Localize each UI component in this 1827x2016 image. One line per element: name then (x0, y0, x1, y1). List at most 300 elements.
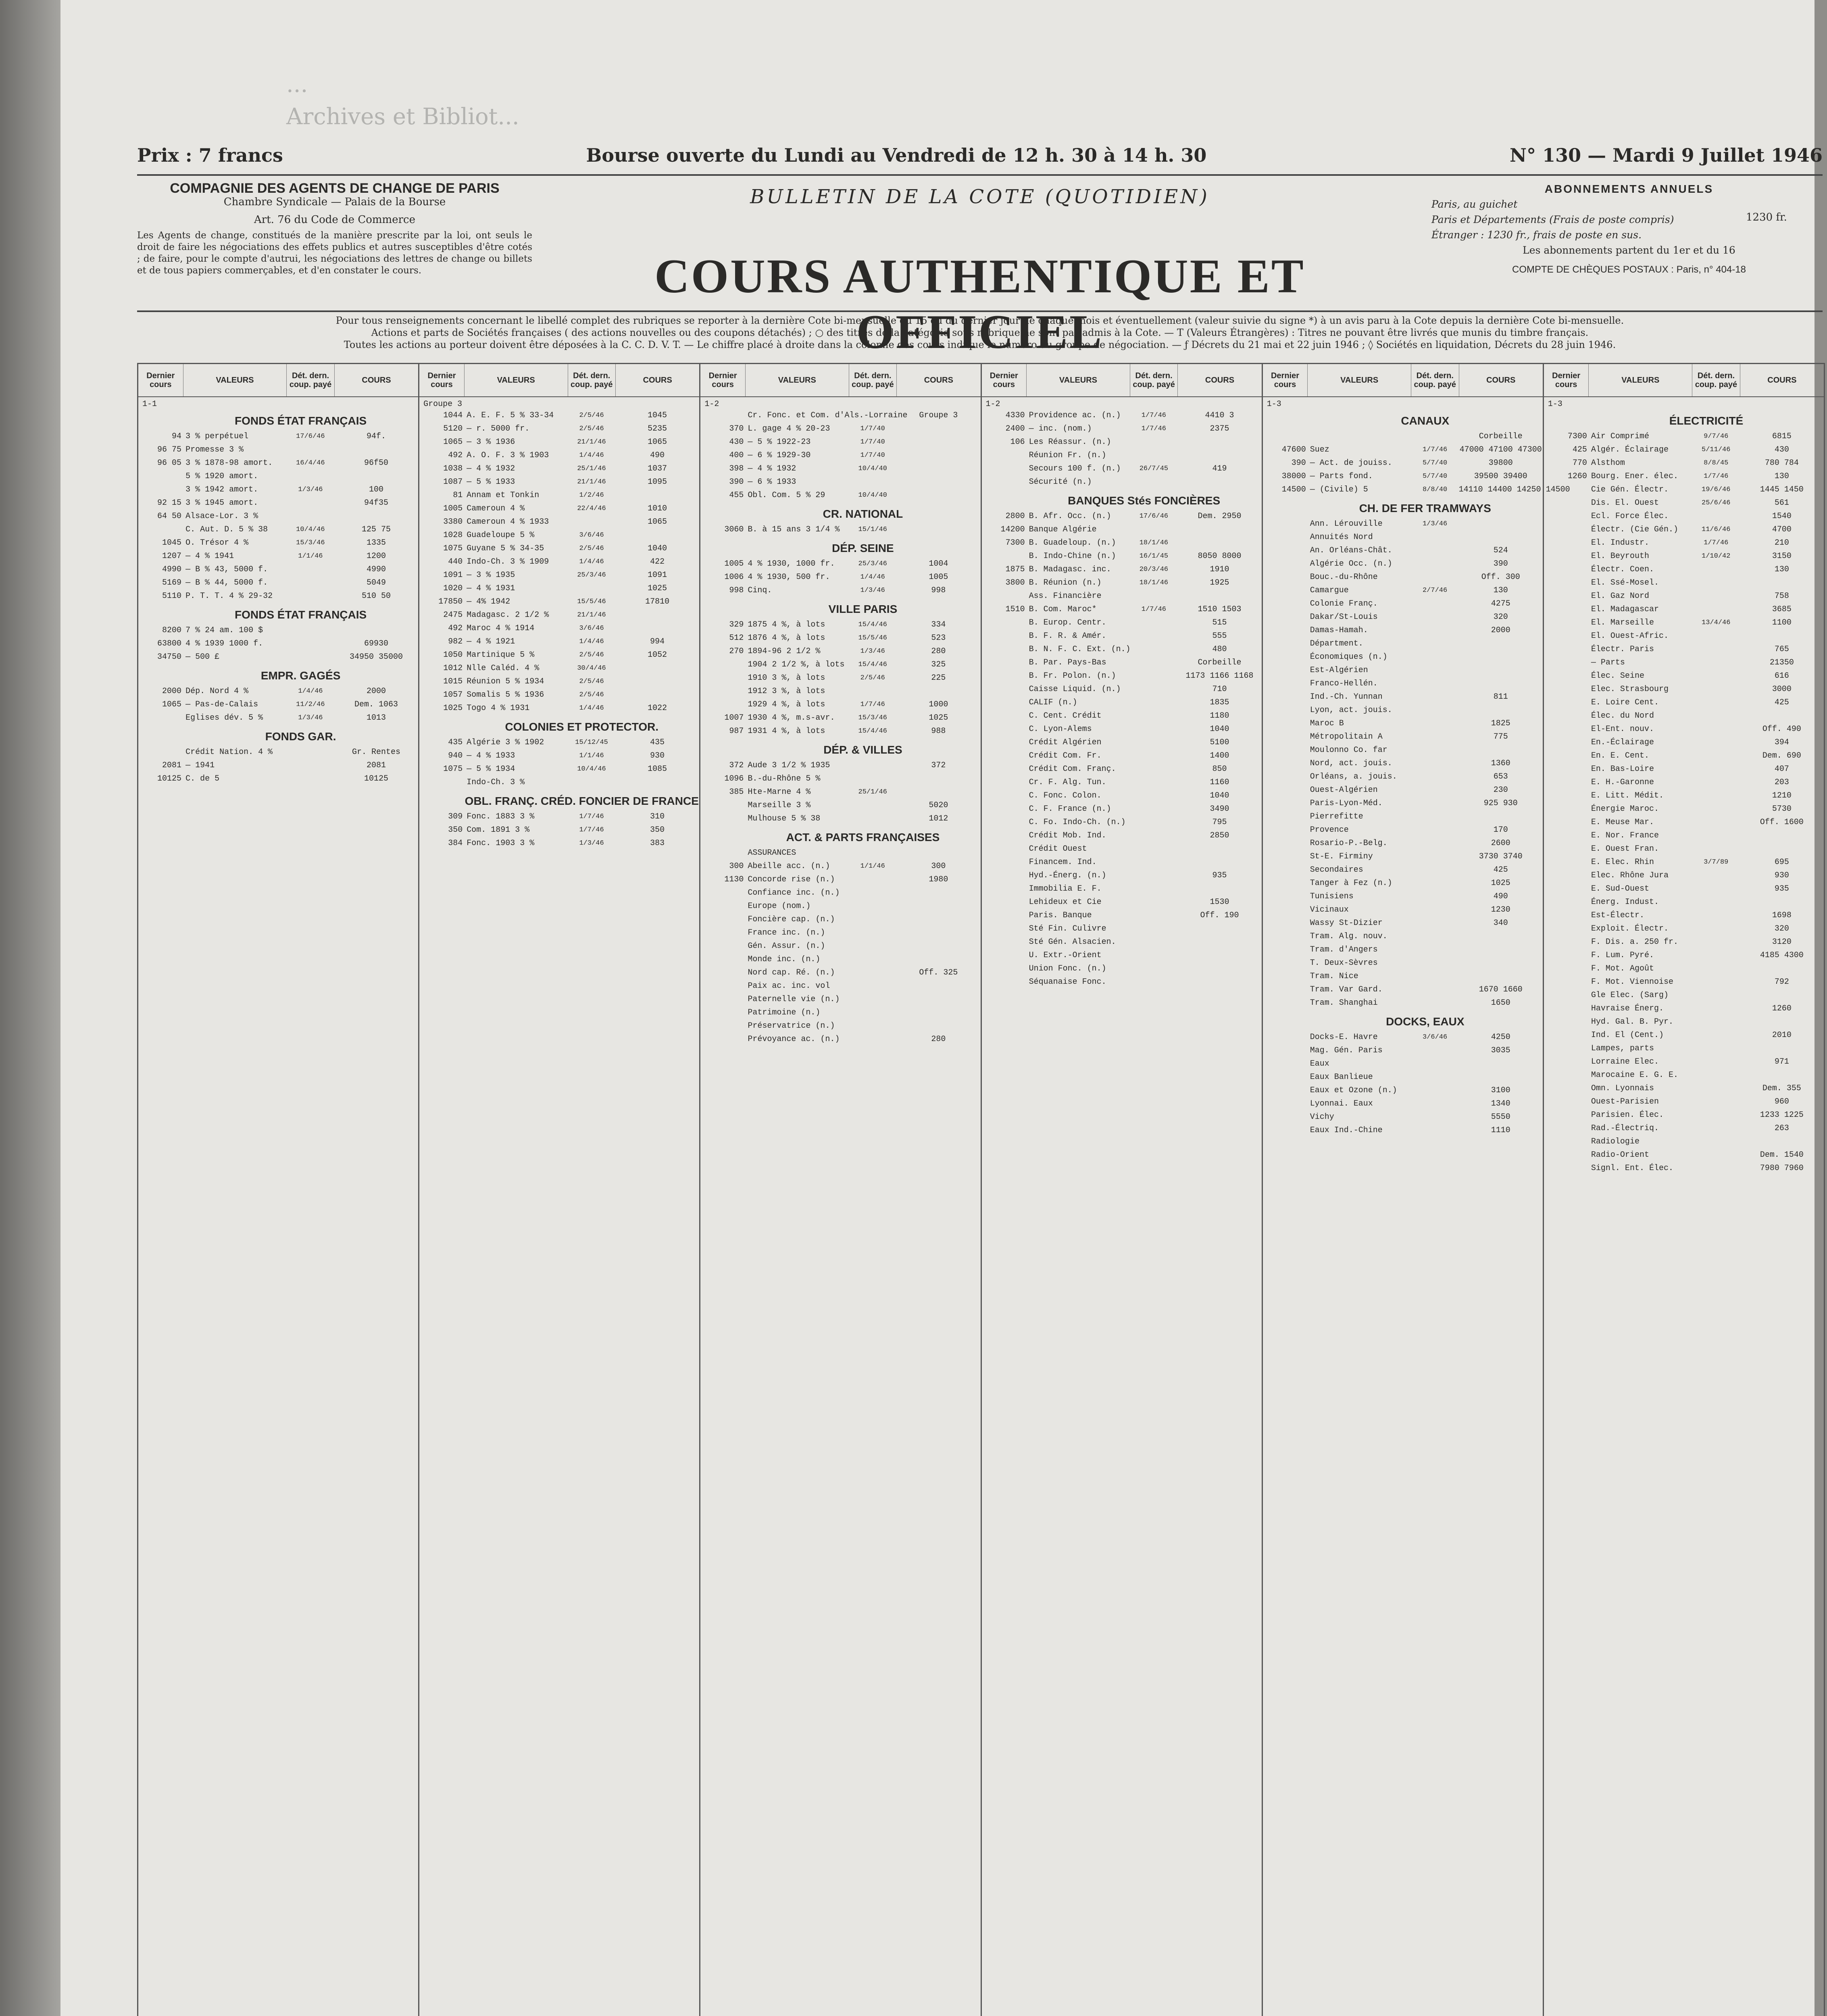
masthead-rule (137, 174, 1823, 176)
last-price: 300 (729, 862, 744, 871)
coupon-date: 15/4/46 (858, 661, 887, 669)
section-title: CH. DE FER TRAMWAYS (1359, 502, 1491, 514)
last-price: 398 (729, 464, 744, 473)
current-price: 47000 47100 47300 (1459, 445, 1542, 454)
security-name: Providence ac. (n.) (1029, 411, 1121, 420)
last-price: 1020 (443, 584, 463, 593)
security-name: Aude 3 1/2 % 1935 (748, 761, 830, 770)
security-name: El. Madagascar (1591, 605, 1659, 614)
quote-row (1544, 443, 1824, 456)
current-price: 1040 (1210, 791, 1229, 800)
security-name: En.-Éclairage (1591, 738, 1654, 747)
column-header-cell: VALEURS (465, 364, 568, 396)
quote-row (419, 675, 699, 688)
security-name: Vichy (1310, 1112, 1334, 1122)
quote-row (700, 873, 980, 886)
current-price: 39800 (1488, 458, 1513, 468)
quote-row (700, 799, 980, 812)
coupon-date: 30/4/46 (577, 664, 606, 672)
current-price: 69930 (364, 639, 389, 648)
current-price: 1012 (929, 814, 948, 823)
security-name: Alsthom (1591, 458, 1625, 468)
quote-row (1263, 677, 1543, 690)
quote-row (1544, 1108, 1824, 1122)
quote-row (1544, 456, 1824, 470)
coupon-date: 1/7/40 (860, 452, 885, 459)
quote-row (419, 635, 699, 648)
subscription-block (1431, 181, 1827, 277)
coupon-date: 11/2/46 (296, 701, 325, 708)
security-name: Promesse 3 % (185, 445, 244, 454)
current-price: 653 (1493, 772, 1508, 781)
quote-row (419, 462, 699, 475)
security-name: Crédit Com. Franç. (1029, 764, 1116, 774)
quote-row (700, 462, 980, 475)
section-title: FONDS ÉTAT FRANÇAIS (235, 608, 367, 621)
current-price: 230 (1493, 785, 1508, 795)
quote-row (700, 685, 980, 698)
coupon-date: 25/3/46 (577, 571, 606, 579)
quote-row (700, 584, 980, 597)
current-price: 1925 (1210, 578, 1229, 587)
current-price: 425 (1774, 698, 1789, 707)
last-price: 38000 (1281, 472, 1306, 481)
quote-row (982, 776, 1262, 789)
current-price: 792 (1774, 977, 1789, 987)
subscription-line-3: Étranger : 1230 fr., frais de poste en sus. (1431, 229, 1642, 241)
last-price: 2800 (1005, 512, 1025, 521)
quote-row (700, 409, 980, 422)
quote-row (982, 409, 1262, 422)
quote-row (1544, 1002, 1824, 1015)
coupon-date: 2/7/46 (1422, 587, 1448, 594)
quote-row (1263, 1110, 1543, 1124)
last-price: 2081 (162, 761, 182, 770)
column-header-cell: Dernier cours (982, 364, 1027, 396)
security-name: Cameroun 4 % 1933 (467, 517, 549, 527)
column-header-cell: Dét. dern. coup. payé (1692, 364, 1740, 396)
last-price: 998 (729, 586, 744, 595)
last-price: 1510 (1005, 605, 1025, 614)
last-price: 7300 (1005, 538, 1025, 548)
current-price: 1022 (648, 704, 667, 713)
coupon-date: 8/8/40 (1422, 486, 1448, 494)
current-price: 1233 1225 (1760, 1110, 1804, 1120)
security-name: B. Réunion (n.) (1029, 578, 1102, 587)
security-name: ASSURANCES (748, 848, 796, 858)
last-price: 14200 (1000, 525, 1025, 534)
quote-row (982, 510, 1262, 523)
coupon-date: 2/5/46 (579, 412, 604, 419)
coupon-date: 1/4/46 (860, 573, 885, 581)
coupon-date: 2/5/46 (579, 545, 604, 552)
quote-row (982, 949, 1262, 962)
security-name: Est-Électr. (1591, 911, 1644, 920)
security-name: Métropolitain A (1310, 732, 1383, 741)
security-name: — inc. (nom.) (1029, 424, 1092, 433)
quote-row (419, 837, 699, 850)
current-price: 1085 (648, 764, 667, 774)
quote-row (1544, 869, 1824, 882)
current-price: 3000 (1772, 685, 1792, 694)
quote-row (1544, 1042, 1824, 1055)
quote-row (1544, 1162, 1824, 1175)
quote-row (700, 860, 980, 873)
last-price: 5110 (162, 591, 182, 601)
quote-row (1544, 789, 1824, 802)
current-price: 2000 (367, 687, 386, 696)
security-name: E. Nor. France (1591, 831, 1659, 840)
quote-row (419, 810, 699, 823)
coupon-date: 1/7/46 (579, 826, 604, 834)
current-price: 100 (369, 485, 384, 494)
security-name: Ouest-Parisien (1591, 1097, 1659, 1106)
current-price: 710 (1212, 685, 1227, 694)
coupon-date: 16/1/45 (1139, 552, 1169, 560)
security-name: Énergie Maroc. (1591, 804, 1659, 814)
security-name: 1930 4 %, m.s-avr. (748, 713, 835, 723)
security-name: — 6 % 1929-30 (748, 451, 811, 460)
quote-row (1263, 744, 1543, 757)
current-price: 4250 (1491, 1033, 1510, 1042)
stamp-line-1: ... (286, 71, 308, 98)
security-name: Secours 100 f. (n.) (1029, 464, 1121, 473)
current-price: 2850 (1210, 831, 1229, 840)
current-price: 1530 (1210, 898, 1229, 907)
current-price: 1040 (1210, 725, 1229, 734)
quote-row (1544, 709, 1824, 723)
security-name: Docks-E. Havre (1310, 1033, 1378, 1042)
current-price: 3685 (1772, 605, 1792, 614)
scan-margin (0, 0, 60, 2016)
coupon-date: 15/4/46 (858, 621, 887, 629)
security-name: Eglises dév. 5 % (185, 713, 263, 723)
current-price: 422 (650, 557, 665, 566)
current-price: 490 (650, 451, 665, 460)
security-name: 1929 4 %, à lots (748, 700, 825, 709)
quote-row (419, 776, 699, 789)
quote-row (700, 475, 980, 489)
security-name: Elec. Strasbourg (1591, 685, 1669, 694)
column-header-cell: VALEURS (1027, 364, 1130, 396)
coupon-date: 2/5/46 (579, 651, 604, 659)
security-name: Omn. Lyonnais (1591, 1084, 1654, 1093)
chamber-name: Chambre Syndicale — Palais de la Bourse (223, 196, 446, 208)
current-price: 340 (1493, 918, 1508, 928)
current-price: 1540 (1772, 512, 1792, 521)
quote-row (982, 563, 1262, 576)
column-header (138, 364, 418, 397)
security-name: Nord cap. Ré. (n.) (748, 968, 835, 977)
current-price: 1010 (648, 504, 667, 513)
last-price: 1875 (1005, 565, 1025, 574)
quote-row (1263, 717, 1543, 730)
security-name: Indo-Ch. 3 % (467, 778, 525, 787)
current-price: 5730 (1772, 804, 1792, 814)
current-price: 1013 (367, 713, 386, 723)
coupon-date: 1/1/46 (860, 862, 885, 870)
security-name: France inc. (n.) (748, 928, 825, 937)
security-name: B. Afr. Occ. (n.) (1029, 512, 1111, 521)
security-name: Eaux et Ozone (n.) (1310, 1086, 1397, 1095)
quote-row (1263, 571, 1543, 584)
current-price: 203 (1774, 778, 1789, 787)
current-price: Off. 1600 (1760, 818, 1804, 827)
section-title: ÉLECTRICITÉ (1669, 414, 1744, 427)
quote-row (700, 846, 980, 860)
quote-row (1544, 1135, 1824, 1148)
security-name: — (Civile) 5 (1310, 485, 1368, 494)
quote-row (1544, 550, 1824, 563)
security-name: Tram. d'Angers (1310, 945, 1378, 954)
subscription-title: ABONNEMENTS ANNUELS (1544, 183, 1714, 195)
security-name: 1904 2 1/2 %, à lots (748, 660, 845, 669)
security-name: C. Fo. Indo-Ch. (n.) (1029, 818, 1126, 827)
security-name: — 4 % 1941 (185, 552, 234, 561)
security-name: Prévoyance ac. (n.) (748, 1035, 840, 1044)
current-price: Corbeille (1198, 658, 1242, 667)
column-header-cell: Dét. dern. coup. payé (1411, 364, 1459, 396)
current-price: 280 (931, 647, 946, 656)
security-name: C. F. France (n.) (1029, 804, 1111, 814)
security-name: Moulonno Co. far (1310, 746, 1387, 755)
security-name: B. Fr. Polon. (n.) (1029, 671, 1116, 681)
security-name: El. Ouest-Afric. (1591, 631, 1669, 641)
quote-row (700, 557, 980, 571)
current-price: 4990 (367, 565, 386, 574)
last-price: 385 (729, 787, 744, 797)
last-price: 390 (729, 477, 744, 487)
security-name: An. Orléans-Chât. (1310, 546, 1392, 555)
current-price: 555 (1212, 631, 1227, 641)
quote-row (700, 449, 980, 462)
coupon-date: 3/6/46 (579, 625, 604, 632)
security-name: Dép. Nord 4 % (185, 687, 249, 696)
quote-row (1263, 757, 1543, 770)
article-ref: Art. 76 du Code de Commerce (254, 214, 415, 226)
quote-row (1544, 962, 1824, 975)
security-name: Tunisiens (1310, 892, 1354, 901)
quote-row (138, 637, 418, 650)
security-name: — 1941 (185, 761, 215, 770)
quote-row (700, 939, 980, 953)
current-price: 2600 (1491, 839, 1510, 848)
security-name: El. Beyrouth (1591, 552, 1649, 561)
quote-row (138, 430, 418, 443)
column-header-cell: COURS (1486, 376, 1516, 385)
quote-row (1544, 1055, 1824, 1068)
security-name: — Parts fond. (1310, 472, 1373, 481)
security-name: Financem. Ind. (1029, 858, 1097, 867)
current-price: 430 (1774, 445, 1789, 454)
last-price: 106 (1010, 437, 1025, 447)
security-name: Les Réassur. (n.) (1029, 437, 1111, 447)
last-price: 14500 (1281, 485, 1306, 494)
current-price: 4275 (1491, 599, 1510, 608)
current-price: 170 (1493, 825, 1508, 835)
quote-row (1263, 863, 1543, 877)
coupon-date: 3/6/46 (1422, 1033, 1448, 1041)
security-name: Tanger à Fez (n.) (1310, 879, 1392, 888)
quotation-column (982, 364, 1263, 2016)
current-price: 419 (1212, 464, 1227, 473)
security-name: Radiologie (1591, 1137, 1640, 1146)
quote-row (1263, 1057, 1543, 1070)
coupon-date: 1/7/46 (1704, 539, 1729, 547)
security-name: Marocaine E. G. E. (1591, 1070, 1678, 1080)
current-price: 2000 (1491, 626, 1510, 635)
current-price: 6815 (1772, 432, 1792, 441)
security-name: F. Lum. Pyré. (1591, 951, 1654, 960)
quote-row (982, 683, 1262, 696)
current-price: 300 (931, 862, 946, 871)
last-price: 47600 (1281, 445, 1306, 454)
last-price: 372 (729, 761, 744, 770)
security-name: B. Par. Pays-Bas (1029, 658, 1106, 667)
current-price: 1698 (1772, 911, 1792, 920)
security-name: El-Ent. nouv. (1591, 725, 1654, 734)
quote-row (138, 536, 418, 550)
quote-row (419, 595, 699, 608)
security-name: 5 % 1920 amort. (185, 472, 258, 481)
quote-row (1263, 877, 1543, 890)
security-name: Concorde rise (n.) (748, 875, 835, 884)
current-price: 850 (1212, 764, 1227, 774)
quote-row (700, 671, 980, 685)
current-price: Corbeille (1479, 432, 1523, 441)
quote-row (1544, 510, 1824, 523)
quote-row (982, 656, 1262, 669)
coupon-date: 10/4/46 (296, 526, 325, 533)
coupon-date: 8/8/45 (1704, 459, 1729, 467)
last-price: 1038 (443, 464, 463, 473)
quote-row (1544, 523, 1824, 536)
coupon-date: 5/7/40 (1422, 459, 1448, 467)
quote-row (138, 443, 418, 456)
security-name: C. Aut. D. 5 % 38 (185, 525, 268, 534)
security-name: Tram. Var Gard. (1310, 985, 1383, 994)
current-price: Dem. 2950 (1198, 512, 1242, 521)
current-price: 1260 (1772, 1004, 1792, 1013)
coupon-date: 2/5/46 (860, 674, 885, 682)
coupon-date: 1/1/46 (298, 552, 323, 560)
current-price: 320 (1774, 924, 1789, 933)
current-price: 5049 (367, 578, 386, 587)
last-price: 1007 (724, 713, 744, 723)
quote-row (1263, 470, 1543, 483)
current-price: 2375 (1210, 424, 1229, 433)
coupon-date: 1/1/46 (579, 752, 604, 760)
current-price: 407 (1774, 764, 1789, 774)
current-price: 935 (1212, 871, 1227, 880)
current-price: 811 (1493, 692, 1508, 702)
quote-row (700, 422, 980, 435)
quote-row (1544, 816, 1824, 829)
quote-row (700, 1033, 980, 1046)
last-price: 1260 (1567, 472, 1587, 481)
current-price: 1173 1166 1168 (1185, 671, 1254, 681)
quote-row (1544, 1029, 1824, 1042)
current-price: 510 50 (362, 591, 391, 601)
security-name: B.-du-Rhône 5 % (748, 774, 821, 783)
quote-row (138, 456, 418, 470)
security-name: Radio-Orient (1591, 1150, 1649, 1160)
security-name: B. Guadeloup. (n.) (1029, 538, 1116, 548)
last-price: 329 (729, 620, 744, 629)
quote-row (982, 723, 1262, 736)
current-price: 1052 (648, 650, 667, 660)
last-price: 1075 (443, 544, 463, 553)
security-name: 4 % 1939 1000 f. (185, 639, 263, 648)
current-price: 1065 (648, 437, 667, 447)
quote-row (1263, 1070, 1543, 1084)
coupon-date: 1/2/46 (579, 492, 604, 499)
quote-row (700, 979, 980, 993)
quote-row (1544, 483, 1824, 496)
quote-row (982, 975, 1262, 989)
quote-row (700, 711, 980, 725)
current-price: 1065 (648, 517, 667, 527)
coupon-date: 16/4/46 (296, 459, 325, 467)
security-name: 1912 3 %, à lots (748, 687, 825, 696)
security-name: Nlle Caléd. 4 % (467, 664, 540, 673)
quote-row (1544, 896, 1824, 909)
quotation-column (1263, 364, 1570, 2016)
quote-row (982, 696, 1262, 709)
current-price: Dem. 355 (1762, 1084, 1801, 1093)
security-name: Séquanaise Fonc. (1029, 977, 1106, 987)
security-name: Hte-Marne 4 % (748, 787, 811, 797)
security-name: B. Madagasc. inc. (1029, 565, 1111, 574)
last-price: 1005 (443, 504, 463, 513)
last-price: 1065 (162, 700, 182, 709)
quote-row (138, 685, 418, 698)
security-name: 1910 3 %, à lots (748, 673, 825, 683)
current-price: 490 (1493, 892, 1508, 901)
quote-row (1263, 637, 1543, 650)
column-header-cell: Dét. dern. coup. payé (849, 364, 897, 396)
security-name: Mag. Gén. Paris (1310, 1046, 1383, 1055)
coupon-date: 1/10/42 (1702, 552, 1731, 560)
last-price: 440 (448, 557, 463, 566)
security-name: Com. 1891 3 % (467, 825, 530, 835)
current-price: 21350 (1769, 658, 1794, 667)
security-name: — r. 5000 fr. (467, 424, 530, 433)
current-price: 925 930 (1483, 799, 1518, 808)
column-header (1544, 364, 1824, 397)
quote-row (1263, 1031, 1543, 1044)
security-name: 1894-96 2 1/2 % (748, 647, 821, 656)
quote-row (982, 909, 1262, 922)
coupon-date: 15/3/46 (296, 539, 325, 547)
current-price: 695 (1774, 858, 1789, 867)
quote-row (138, 483, 418, 496)
quote-row (982, 829, 1262, 842)
quote-row (1544, 656, 1824, 669)
security-name: Parisien. Élec. (1591, 1110, 1664, 1120)
current-price: 3035 (1491, 1046, 1510, 1055)
current-price: 515 (1212, 618, 1227, 627)
security-name: El. Marseille (1591, 618, 1654, 627)
security-name: Crédit Com. Fr. (1029, 751, 1102, 760)
info-notice (137, 314, 1823, 351)
quote-row (1263, 624, 1543, 637)
coupon-date: 1/3/46 (1422, 520, 1448, 528)
current-price: 425 (1493, 865, 1508, 875)
quote-row (138, 746, 418, 759)
current-price: 561 (1774, 498, 1789, 508)
coupon-date: 10/4/40 (858, 492, 887, 499)
